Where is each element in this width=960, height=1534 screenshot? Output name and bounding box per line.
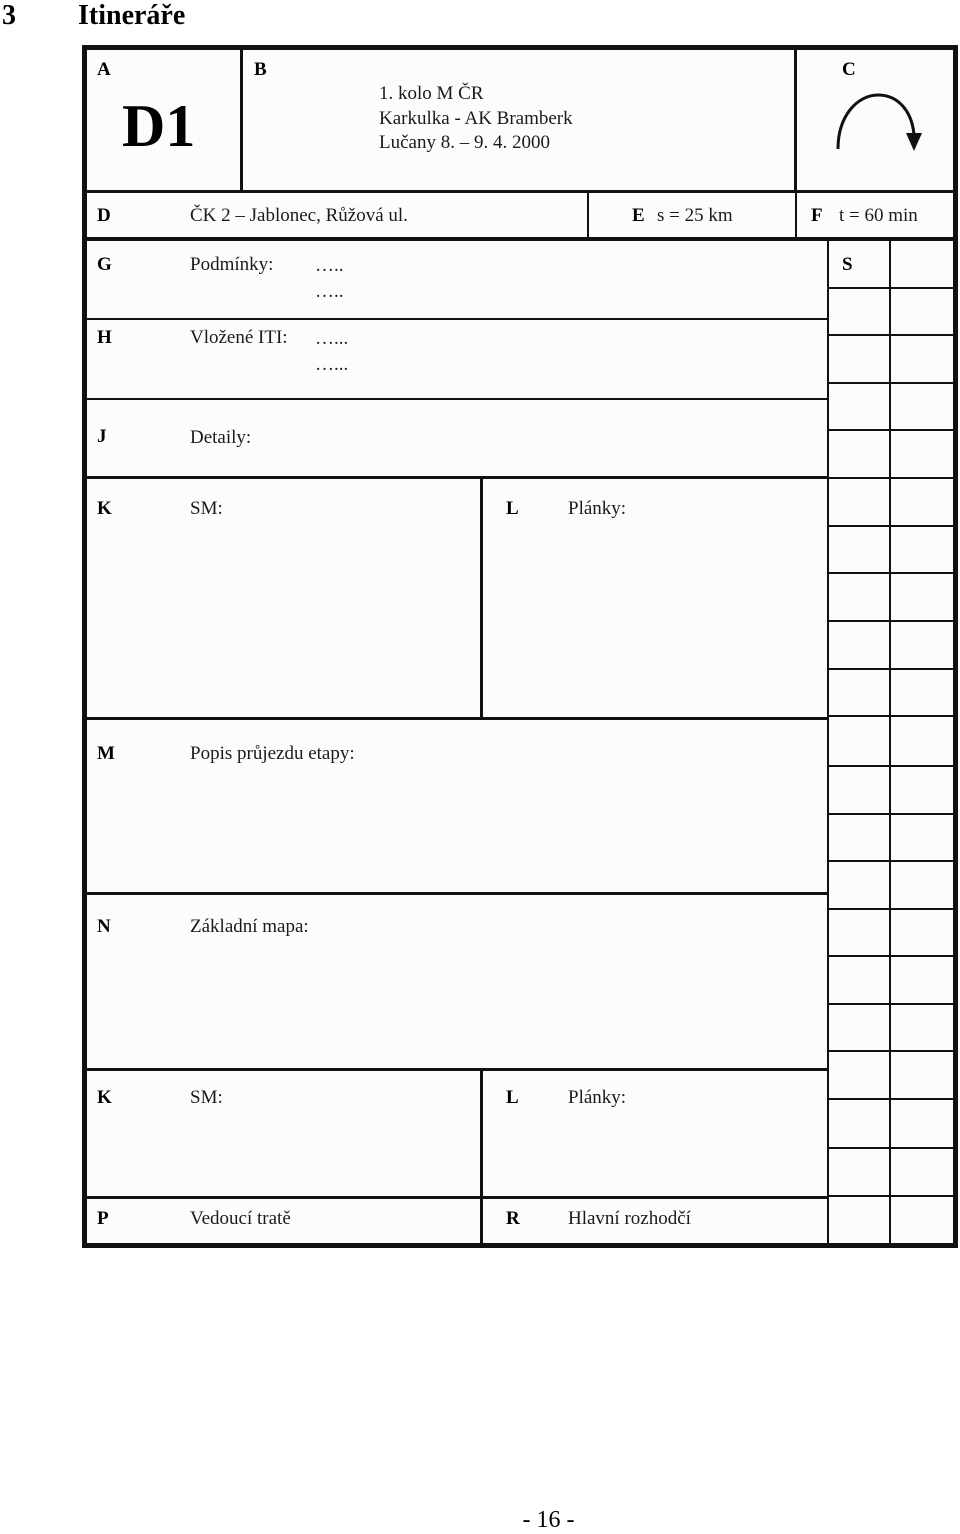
divider-k-l	[480, 478, 483, 719]
conditions-dots: …..	[315, 255, 344, 276]
sm-label: SM:	[190, 498, 223, 519]
inserted-dots: …...	[315, 328, 349, 349]
label-s: S	[842, 254, 853, 275]
s-grid-line	[828, 1195, 956, 1197]
label-c: C	[842, 59, 856, 80]
conditions-label: Podmínky:	[190, 254, 274, 275]
s-grid-line	[828, 572, 956, 574]
label-h: H	[97, 327, 112, 348]
event-line: 1. kolo M ČR	[379, 83, 484, 104]
conditions-dots: …..	[315, 281, 344, 302]
s-grid-line	[828, 429, 956, 431]
label-l: L	[506, 498, 519, 519]
s-grid-line	[828, 334, 956, 336]
s-grid-line	[828, 955, 956, 957]
s-grid-line	[828, 287, 956, 289]
label-b: B	[254, 59, 267, 80]
event-line: Karkulka - AK Bramberk	[379, 108, 573, 129]
inserted-dots: …...	[315, 354, 349, 375]
plans-label: Plánky:	[568, 498, 627, 519]
label-a: A	[97, 59, 111, 80]
label-k: K	[97, 498, 112, 519]
s-grid-line	[828, 1003, 956, 1005]
section-number: 3	[2, 0, 16, 31]
label-m: M	[97, 743, 115, 764]
label-f: F	[811, 205, 823, 226]
s-grid-line	[828, 1147, 956, 1149]
divider-k-l-lower	[480, 1070, 483, 1245]
s-grid-line	[828, 668, 956, 670]
divider-d-e	[587, 191, 589, 239]
s-grid-line	[828, 715, 956, 717]
divider-b-c	[794, 45, 797, 191]
border-top	[82, 45, 958, 50]
divider-n-kl	[82, 1068, 828, 1071]
checkpoint-text: ČK 2 – Jablonec, Růžová ul.	[190, 205, 408, 226]
label-j: J	[97, 426, 107, 447]
turn-right-arrow-icon	[832, 89, 924, 155]
s-grid-line	[828, 382, 956, 384]
label-p: P	[97, 1208, 109, 1229]
label-l-lower: L	[506, 1087, 519, 1108]
plans-label-lower: Plánky:	[568, 1087, 627, 1108]
label-r: R	[506, 1208, 520, 1229]
stage-code: D1	[122, 93, 196, 159]
sm-label-lower: SM:	[190, 1087, 223, 1108]
page-number: - 16 -	[522, 1507, 575, 1533]
label-k-lower: K	[97, 1087, 112, 1108]
divider-e-f	[795, 191, 797, 239]
divider-s-column	[827, 239, 829, 1244]
label-d: D	[97, 205, 111, 226]
event-line: Lučany 8. – 9. 4. 2000	[379, 132, 550, 153]
s-grid-line	[828, 765, 956, 767]
s-grid-line	[828, 860, 956, 862]
divider-s-inner	[889, 239, 891, 1244]
divider-a-b	[240, 45, 243, 191]
itinerary-card	[82, 45, 958, 1248]
details-label: Detaily:	[190, 427, 252, 448]
inserted-label: Vložené ITI:	[190, 327, 288, 348]
label-g: G	[97, 254, 112, 275]
chief-judge-label: Hlavní rozhodčí	[568, 1208, 691, 1229]
distance-text: s = 25 km	[657, 205, 733, 226]
divider-kl-m	[82, 717, 828, 720]
divider-j-k	[82, 476, 828, 479]
time-text: t = 60 min	[839, 205, 918, 226]
divider-h-j	[82, 398, 828, 400]
divider-g-h	[82, 318, 828, 320]
s-grid-line	[828, 908, 956, 910]
track-leader-label: Vedoucí tratě	[190, 1208, 291, 1229]
border-right	[953, 45, 958, 1248]
section-title: Itineráře	[78, 0, 186, 31]
base-map-label: Základní mapa:	[190, 916, 309, 937]
description-label: Popis průjezdu etapy:	[190, 743, 355, 764]
divider-header	[82, 190, 958, 193]
s-grid-line	[828, 1050, 956, 1052]
label-e: E	[632, 205, 645, 226]
s-grid-line	[828, 620, 956, 622]
divider-kl-pr	[82, 1196, 828, 1199]
s-grid-line	[828, 477, 956, 479]
label-n: N	[97, 916, 111, 937]
s-grid-line	[828, 525, 956, 527]
s-grid-line	[828, 813, 956, 815]
s-grid-line	[828, 1098, 956, 1100]
divider-m-n	[82, 892, 828, 895]
